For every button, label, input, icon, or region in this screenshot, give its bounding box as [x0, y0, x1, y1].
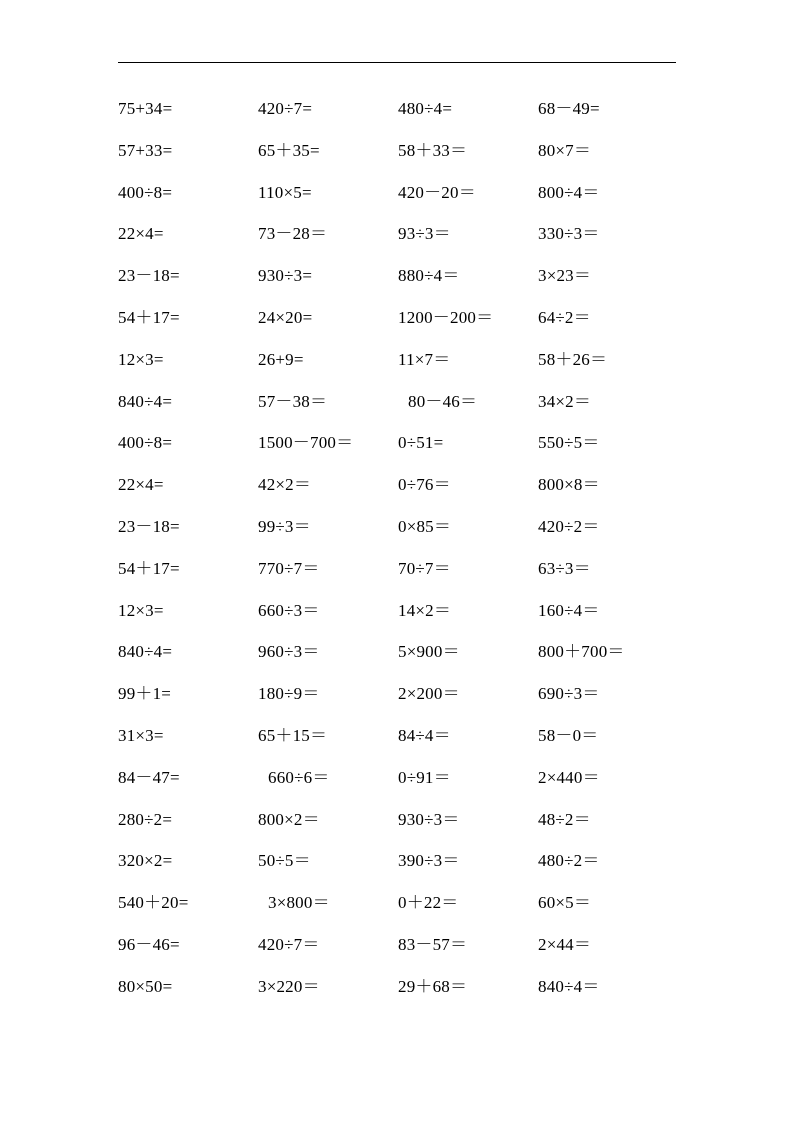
problem-cell: 93÷3＝	[398, 224, 451, 244]
problem-cell: 42×2＝	[258, 475, 312, 495]
problem-cell: 31×3=	[118, 725, 164, 745]
problem-cell: 800＋700＝	[538, 642, 625, 662]
problem-cell: 80×7＝	[538, 140, 592, 160]
problem-cell: 390÷3＝	[398, 851, 460, 871]
problem-cell: 83－57＝	[398, 934, 468, 954]
problem-cell: 29＋68＝	[398, 976, 468, 996]
problem-cell: 68－49=	[538, 99, 600, 118]
problem-cell: 96－46=	[118, 934, 180, 954]
problem-cell: 54＋17=	[118, 307, 180, 327]
problem-cell: 3×800＝	[268, 893, 330, 913]
problem-cell: 70÷7＝	[398, 558, 451, 578]
problem-cell: 400÷8=	[118, 182, 173, 202]
problem-cell: 320×2=	[118, 851, 173, 871]
problem-cell: 880÷4＝	[398, 266, 460, 286]
problem-cell: 2×200＝	[398, 684, 460, 704]
problem-cell: 800×8＝	[538, 475, 600, 495]
problem-cell: 65＋35=	[258, 140, 320, 160]
problem-cell: 11×7＝	[398, 349, 451, 369]
problem-cell: 50÷5＝	[258, 851, 311, 871]
problem-cell: 160÷4＝	[538, 600, 600, 620]
problem-cell: 34×2＝	[538, 391, 592, 411]
problem-cell: 0÷51=	[398, 433, 444, 453]
problem-cell: 550÷5＝	[538, 433, 600, 453]
problem-cell: 75+34=	[118, 99, 173, 118]
problem-cell: 84÷4＝	[398, 725, 451, 745]
problem-cell: 26+9=	[258, 349, 304, 369]
problem-cell: 80×50=	[118, 976, 173, 996]
problem-cell: 23－18=	[118, 266, 180, 286]
problem-cell: 64÷2＝	[538, 307, 591, 327]
problem-cell: 420－20＝	[398, 182, 476, 202]
problem-cell: 660÷6＝	[268, 767, 330, 787]
problem-cell: 840÷4＝	[538, 976, 600, 996]
problem-cell: 180÷9＝	[258, 684, 320, 704]
problem-cell: 0＋22＝	[398, 893, 459, 913]
problem-cell: 400÷8=	[118, 433, 173, 453]
problem-cell: 110×5=	[258, 182, 312, 202]
problem-cell: 800÷4＝	[538, 182, 600, 202]
problem-cell: 480÷4=	[398, 99, 453, 118]
problem-cell: 58＋26＝	[538, 349, 608, 369]
problem-cell: 54＋17=	[118, 558, 180, 578]
problem-cell: 84－47=	[118, 767, 180, 787]
problem-cell: 0÷76＝	[398, 475, 451, 495]
problem-cell: 280÷2=	[118, 809, 173, 829]
problem-cell: 690÷3＝	[538, 684, 600, 704]
problem-cell: 65＋15＝	[258, 725, 328, 745]
problem-cell: 330÷3＝	[538, 224, 600, 244]
problem-cell: 12×3=	[118, 349, 164, 369]
problem-cell: 22×4=	[118, 224, 164, 244]
problem-cell: 930÷3＝	[398, 809, 460, 829]
problem-cell: 23－18=	[118, 516, 180, 536]
problem-cell: 840÷4=	[118, 642, 173, 662]
problem-cell: 22×4=	[118, 475, 164, 495]
problem-cell: 12×3=	[118, 600, 164, 620]
problem-cell: 480÷2＝	[538, 851, 600, 871]
problem-cell: 540＋20=	[118, 893, 189, 913]
problem-grid	[118, 88, 678, 1008]
problem-cell: 3×220＝	[258, 976, 320, 996]
problem-cell: 840÷4=	[118, 391, 173, 411]
problem-cell: 57－38＝	[258, 391, 328, 411]
problem-cell: 73－28＝	[258, 224, 328, 244]
problem-cell: 58－0＝	[538, 725, 599, 745]
problem-cell: 420÷7＝	[258, 934, 320, 954]
problem-cell: 0×85＝	[398, 516, 452, 536]
problem-sheet	[118, 88, 678, 1008]
problem-cell: 14×2＝	[398, 600, 452, 620]
problem-cell: 800×2＝	[258, 809, 320, 829]
header-divider	[118, 62, 676, 63]
problem-cell: 5×900＝	[398, 642, 460, 662]
problem-cell: 99÷3＝	[258, 516, 311, 536]
problem-cell: 1200－200＝	[398, 307, 494, 327]
problem-cell: 420÷2＝	[538, 516, 600, 536]
problem-cell: 0÷91＝	[398, 767, 451, 787]
problem-cell: 58＋33＝	[398, 140, 468, 160]
problem-cell: 770÷7＝	[258, 558, 320, 578]
problem-cell: 60×5＝	[538, 893, 592, 913]
problem-cell: 3×23＝	[538, 266, 592, 286]
problem-cell: 930÷3=	[258, 266, 313, 286]
problem-cell: 80－46＝	[408, 391, 478, 411]
problem-cell: 1500－700＝	[258, 433, 354, 453]
problem-cell: 48÷2＝	[538, 809, 591, 829]
problem-cell: 63÷3＝	[538, 558, 591, 578]
problem-cell: 660÷3＝	[258, 600, 320, 620]
problem-cell: 420÷7=	[258, 99, 313, 118]
problem-cell: 960÷3＝	[258, 642, 320, 662]
problem-cell: 99＋1=	[118, 684, 172, 704]
problem-cell: 57+33=	[118, 140, 173, 160]
problem-cell: 2×44＝	[538, 934, 592, 954]
problem-cell: 2×440＝	[538, 767, 600, 787]
problem-cell: 24×20=	[258, 307, 313, 327]
